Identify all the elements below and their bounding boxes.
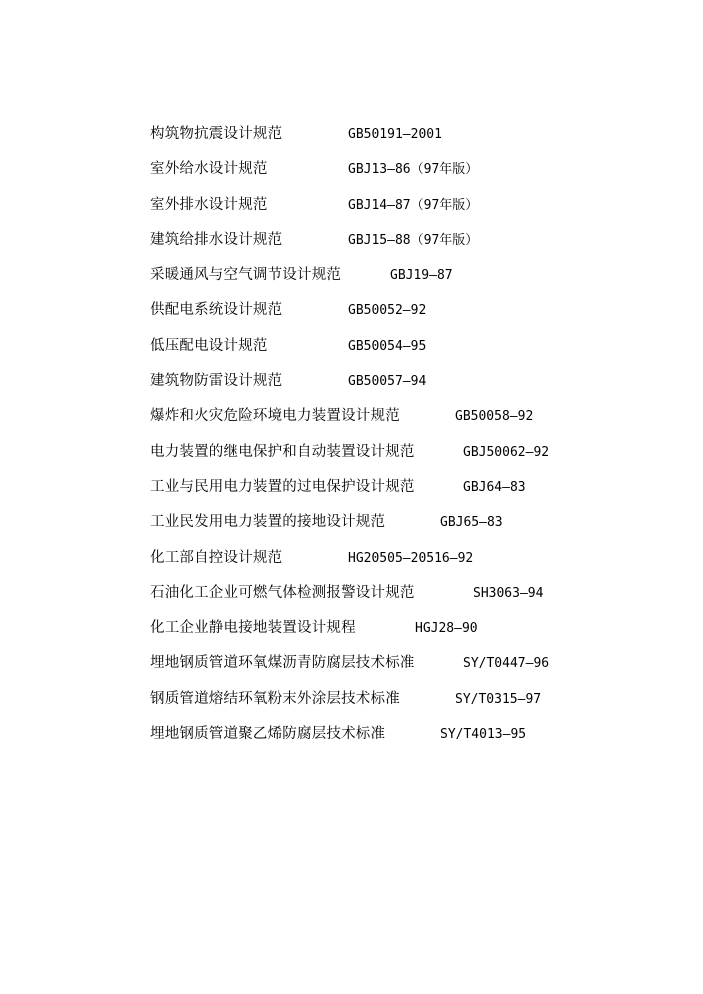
standard-name: 建筑物防雷设计规范 [150, 373, 283, 390]
list-item [150, 263, 670, 298]
list-item [150, 440, 670, 475]
standard-code: HG20505—20516—92 [348, 550, 474, 566]
standard-code: GBJ64—83 [463, 479, 526, 495]
standard-code: GB50191—2001 [348, 127, 442, 142]
standard-code: HGJ28—90 [415, 621, 478, 637]
standard-name: 采暖通风与空气调节设计规范 [150, 267, 342, 284]
list-item [150, 228, 670, 263]
list-item [150, 546, 670, 581]
list-item [150, 404, 670, 439]
standard-code: GBJ13—86（97年版） [348, 162, 479, 178]
standard-code: GBJ14—87（97年版） [348, 197, 479, 213]
standard-name: 室外给水设计规范 [150, 161, 268, 178]
list-item [150, 475, 670, 510]
standard-name: 埋地钢质管道聚乙烯防腐层技术标准 [150, 726, 386, 743]
standard-code: GB50052—92 [348, 303, 427, 319]
list-item [150, 369, 670, 404]
standard-name: 化工部自控设计规范 [150, 549, 283, 566]
standard-name: 建筑给排水设计规范 [150, 231, 283, 248]
standard-name: 构筑物抗震设计规范 [150, 126, 283, 142]
standard-code: SY/T0447—96 [463, 656, 550, 672]
list-item [150, 722, 670, 757]
standard-name: 电力装置的继电保护和自动装置设计规范 [150, 443, 415, 460]
standard-name: 钢质管道熔结环氧粉末外涂层技术标准 [150, 690, 400, 707]
standard-code: SY/T4013—95 [440, 727, 527, 743]
list-item [150, 334, 670, 369]
standard-name: 工业民发用电力装置的接地设计规范 [150, 514, 386, 531]
list-item [150, 298, 670, 333]
standard-name: 埋地钢质管道环氧煤沥青防腐层技术标准 [150, 655, 415, 672]
standard-code: SY/T0315—97 [455, 691, 542, 707]
list-item [150, 581, 670, 616]
standard-code: GBJ50062—92 [463, 444, 550, 460]
standard-name: 石油化工企业可燃气体检测报警设计规范 [150, 584, 415, 601]
standard-code: GBJ19—87 [390, 268, 453, 284]
standard-code: SH3063—94 [473, 585, 544, 601]
standard-code: GB50058—92 [455, 409, 534, 425]
standard-name: 工业与民用电力装置的过电保护设计规范 [150, 478, 415, 495]
list-item [150, 193, 670, 228]
list-item [150, 616, 670, 651]
standard-name: 室外排水设计规范 [150, 196, 268, 213]
standard-code: GBJ15—88（97年版） [348, 232, 479, 248]
standard-code: GB50057—94 [348, 374, 427, 390]
list-item [150, 687, 670, 722]
standards-list [150, 122, 670, 757]
standard-code: GBJ65—83 [440, 515, 503, 531]
list-item [150, 122, 670, 157]
standard-name: 供配电系统设计规范 [150, 302, 283, 319]
standard-code: GB50054—95 [348, 338, 427, 354]
standard-name: 低压配电设计规范 [150, 337, 268, 354]
standard-name: 爆炸和火灾危险环境电力装置设计规范 [150, 408, 400, 425]
list-item [150, 157, 670, 192]
list-item [150, 651, 670, 686]
list-item [150, 510, 670, 545]
standard-name: 化工企业静电接地装置设计规程 [150, 620, 356, 637]
